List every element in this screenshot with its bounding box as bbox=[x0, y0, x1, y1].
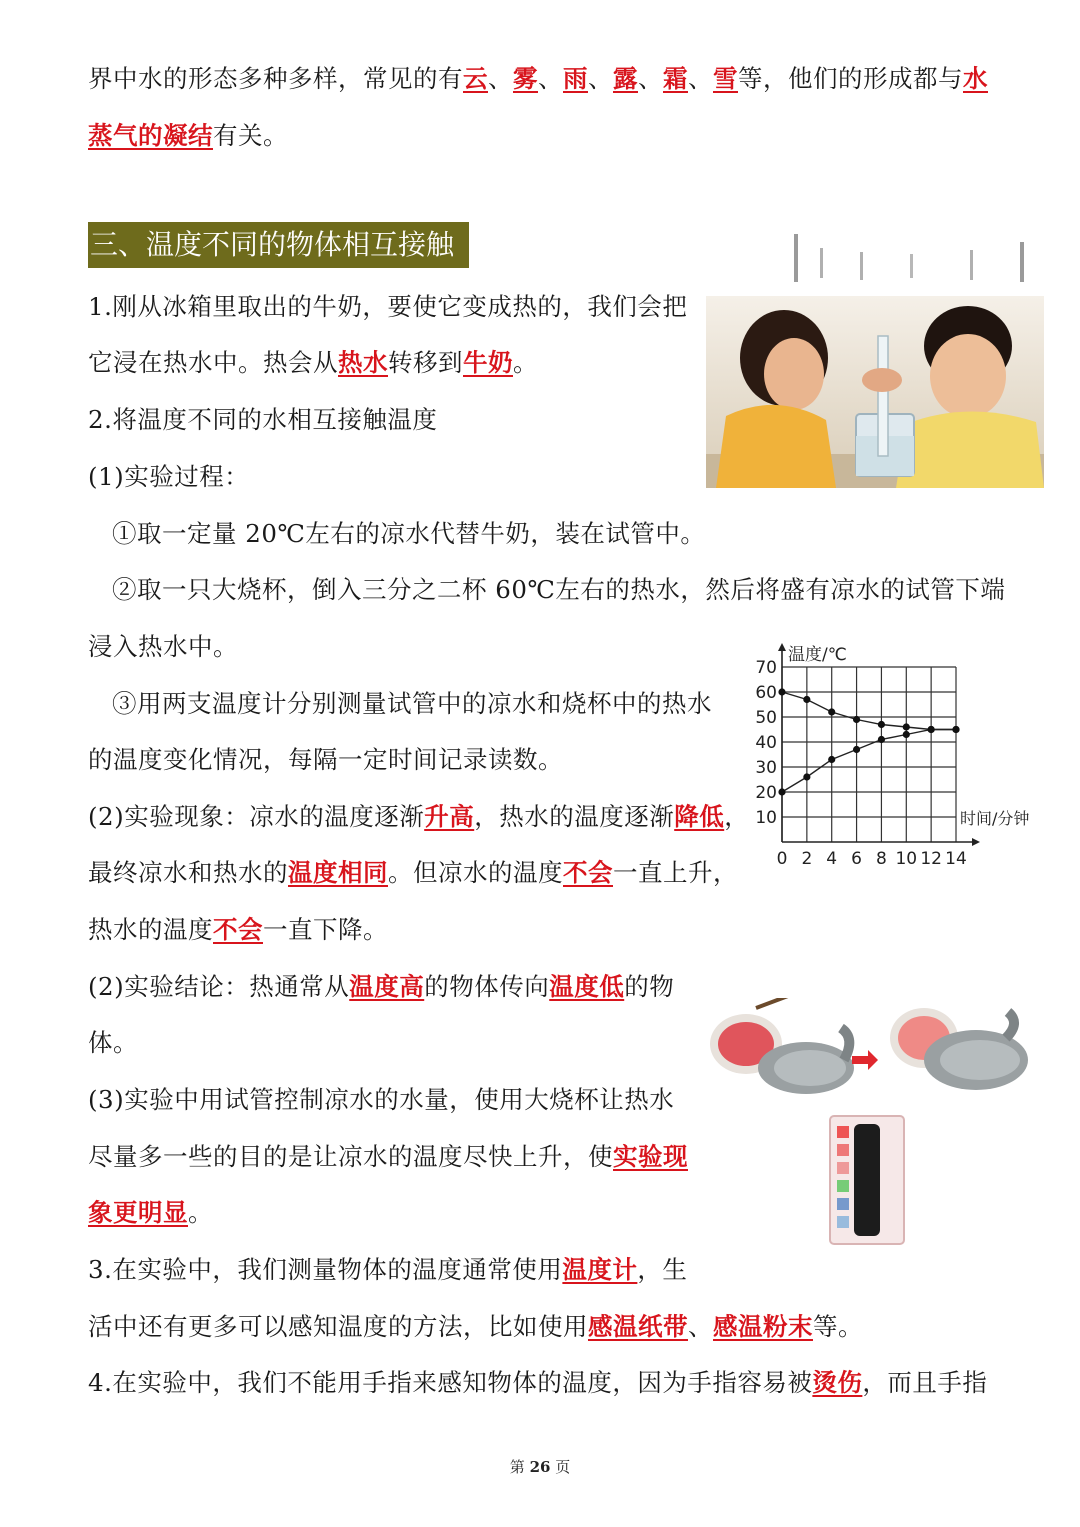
text: 等。 bbox=[813, 1312, 863, 1341]
section-heading: 三、温度不同的物体相互接触 bbox=[88, 222, 469, 268]
data-point bbox=[903, 731, 910, 738]
y-axis-label: 温度/℃ bbox=[788, 645, 847, 665]
text: ， bbox=[724, 802, 750, 831]
text: 尽量多一些的目的是让凉水的温度尽快上升，使 bbox=[88, 1142, 613, 1171]
item3-line-2 bbox=[88, 1310, 863, 1344]
highlight-hot-water: 热水 bbox=[338, 348, 388, 377]
y-tick-label: 30 bbox=[755, 758, 777, 778]
series-line bbox=[782, 730, 956, 793]
kids-experiment-photo bbox=[706, 296, 1044, 488]
text: 4.在实验中，我们不能用手指来感知物体的温度，因为手指容易被 bbox=[88, 1368, 813, 1397]
y-axis-arrow bbox=[778, 643, 786, 651]
x-axis-label: 时间/分钟 bbox=[960, 809, 1030, 828]
highlight-more-obvious-start: 实验现 bbox=[613, 1142, 688, 1171]
highlight-more-obvious-end: 象更明显 bbox=[88, 1198, 188, 1227]
separator: 、 bbox=[638, 64, 663, 93]
highlight-frost: 霜 bbox=[663, 64, 688, 93]
data-point bbox=[853, 716, 860, 723]
item1-line-2 bbox=[88, 346, 538, 380]
data-point bbox=[828, 708, 835, 715]
y-tick-label: 10 bbox=[755, 808, 777, 828]
phenomenon-line-3 bbox=[88, 913, 388, 947]
text: 转移到 bbox=[388, 348, 463, 377]
highlight-fall: 降低 bbox=[674, 802, 725, 831]
highlight-low-temperature: 温度低 bbox=[549, 972, 625, 1001]
highlight-burn: 烫伤 bbox=[812, 1368, 863, 1397]
process-label: (1)实验过程： bbox=[88, 462, 250, 491]
text: 最终凉水和热水的 bbox=[88, 858, 288, 887]
conclusion-line-1 bbox=[88, 970, 674, 1004]
text: 活中还有更多可以感知温度的方法，比如使用 bbox=[88, 1312, 588, 1341]
intro-line-2 bbox=[88, 119, 288, 153]
separator: 、 bbox=[488, 64, 513, 93]
y-tick-label: 50 bbox=[755, 708, 777, 728]
y-tick-label: 20 bbox=[755, 783, 777, 803]
x-tick-label: 14 bbox=[945, 849, 967, 869]
item3-line-1 bbox=[88, 1253, 687, 1287]
data-point bbox=[878, 721, 885, 728]
data-point bbox=[903, 723, 910, 730]
text: 。但凉水的温度 bbox=[388, 858, 563, 887]
phenomenon-line-2 bbox=[88, 856, 738, 890]
text: (2)实验结论：热通常从 bbox=[88, 972, 350, 1001]
data-point bbox=[803, 696, 810, 703]
page-prefix: 第 bbox=[509, 1458, 525, 1476]
highlight-rain: 雨 bbox=[563, 64, 588, 93]
text: (2)实验现象：凉水的温度逐渐 bbox=[88, 802, 425, 831]
data-point bbox=[828, 756, 835, 763]
highlight-fog: 雾 bbox=[513, 64, 538, 93]
text: 3.在实验中，我们测量物体的温度通常使用 bbox=[88, 1255, 563, 1284]
highlight-cloud: 云 bbox=[463, 64, 488, 93]
highlight-dew: 露 bbox=[613, 64, 638, 93]
y-tick-label: 70 bbox=[755, 658, 777, 678]
highlight-same-temperature: 温度相同 bbox=[288, 858, 388, 887]
highlight-thermal-powder: 感温粉末 bbox=[713, 1312, 813, 1341]
data-point bbox=[778, 788, 785, 795]
text: 一直上升， bbox=[613, 858, 738, 887]
x-tick-label: 0 bbox=[776, 849, 788, 869]
x-tick-label: 6 bbox=[851, 849, 862, 869]
data-point bbox=[878, 736, 885, 743]
highlight-milk: 牛奶 bbox=[463, 348, 513, 377]
page-suffix: 页 bbox=[555, 1458, 571, 1476]
text: 界中水的形态多种多样，常见的有 bbox=[88, 64, 463, 93]
text: 它浸在热水中。热会从 bbox=[88, 348, 338, 377]
text: 等，他们的形成都与 bbox=[738, 64, 963, 93]
intro-line-1 bbox=[88, 62, 988, 96]
text: 。 bbox=[513, 348, 538, 377]
item2-title: 2.将温度不同的水相互接触温度 bbox=[88, 405, 438, 434]
highlight-high-temperature: 温度高 bbox=[349, 972, 425, 1001]
highlight-water-vapor-condense: 蒸气的凝结 bbox=[88, 121, 213, 150]
q3-line-2 bbox=[88, 1140, 688, 1174]
highlight-not: 不会 bbox=[563, 858, 613, 887]
x-tick-label: 2 bbox=[801, 849, 813, 869]
text: 。 bbox=[188, 1198, 213, 1227]
step-2-line-1: ②取一只大烧杯，倒入三分之二杯 60℃左右的热水，然后将盛有凉水的试管下端 bbox=[112, 575, 1006, 604]
step-2-line-2: 浸入热水中。 bbox=[88, 632, 238, 661]
x-tick-label: 12 bbox=[920, 849, 942, 869]
highlight-rise: 升高 bbox=[424, 802, 475, 831]
text: ，而且手指 bbox=[862, 1368, 988, 1397]
separator: 、 bbox=[688, 1312, 713, 1341]
item1-line-1: 1.刚从冰箱里取出的牛奶，要使它变成热的，我们会把 bbox=[88, 292, 688, 321]
page-number bbox=[0, 1456, 1080, 1477]
separator: 、 bbox=[588, 64, 613, 93]
text: 热水的温度 bbox=[88, 915, 213, 944]
text: 的物 bbox=[624, 972, 675, 1001]
highlight-not: 不会 bbox=[213, 915, 263, 944]
x-tick-label: 8 bbox=[876, 849, 887, 869]
x-tick-label: 10 bbox=[895, 849, 918, 869]
page-num: 26 bbox=[529, 1458, 551, 1476]
step-3-line-1: ③用两支温度计分别测量试管中的凉水和烧杯中的热水 bbox=[112, 689, 712, 718]
data-point bbox=[952, 726, 959, 733]
data-point bbox=[778, 688, 785, 695]
text: 有关。 bbox=[213, 121, 288, 150]
q3-line-1: (3)实验中用试管控制凉水的水量，使用大烧杯让热水 bbox=[88, 1085, 675, 1114]
highlight-thermal-paper-strip: 感温纸带 bbox=[588, 1312, 688, 1341]
phenomenon-line-1 bbox=[88, 800, 749, 834]
q3-line-3 bbox=[88, 1196, 213, 1230]
y-tick-label: 40 bbox=[755, 733, 777, 753]
highlight-water-vapor-start: 水 bbox=[963, 64, 988, 93]
step-3-line-2: 的温度变化情况，每隔一定时间记录读数。 bbox=[88, 745, 563, 774]
text: 的物体传向 bbox=[424, 972, 550, 1001]
x-tick-label: 4 bbox=[826, 849, 838, 869]
thermal-color-experiment-photo bbox=[706, 998, 1036, 1248]
data-point bbox=[928, 726, 935, 733]
item4-line-1 bbox=[88, 1366, 987, 1400]
faded-strip-image bbox=[780, 228, 1042, 290]
highlight-snow: 雪 bbox=[713, 64, 738, 93]
data-point bbox=[853, 746, 860, 753]
x-axis-arrow bbox=[972, 838, 980, 846]
highlight-thermometer: 温度计 bbox=[562, 1255, 638, 1284]
text: ，生 bbox=[637, 1255, 688, 1284]
y-tick-label: 60 bbox=[755, 683, 777, 703]
separator: 、 bbox=[688, 64, 713, 93]
data-point bbox=[803, 773, 810, 780]
conclusion-line-2: 体。 bbox=[88, 1028, 138, 1057]
temperature-time-chart bbox=[752, 640, 1052, 872]
step-1: ①取一定量 20℃左右的凉水代替牛奶，装在试管中。 bbox=[112, 519, 706, 548]
text: ，热水的温度逐渐 bbox=[474, 802, 675, 831]
text: 一直下降。 bbox=[263, 915, 388, 944]
separator: 、 bbox=[538, 64, 563, 93]
